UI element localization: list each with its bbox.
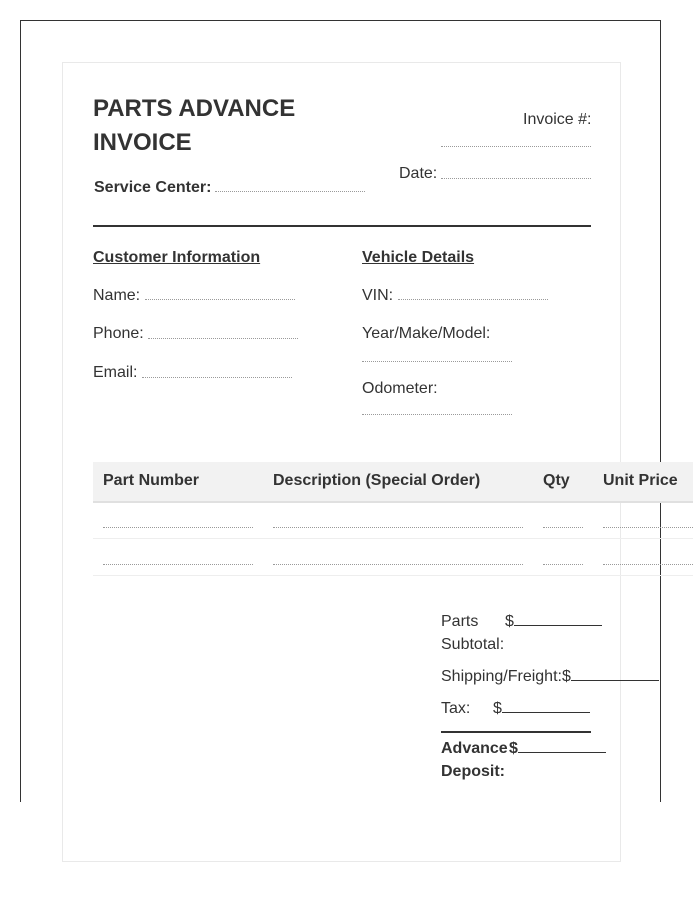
row-divider — [93, 538, 693, 539]
advance-deposit-label-line1: Advance — [441, 740, 508, 757]
advance-deposit-value[interactable] — [509, 737, 606, 760]
shipping-freight-field[interactable] — [571, 665, 659, 681]
description-cell[interactable] — [273, 527, 523, 528]
email-field[interactable] — [142, 377, 292, 378]
page-frame — [20, 20, 678, 802]
unit-price-cell[interactable] — [603, 527, 693, 528]
date-field[interactable] — [441, 178, 591, 179]
invoice-sheet — [62, 62, 678, 862]
odometer-field[interactable] — [362, 414, 512, 415]
parts-subtotal-value[interactable] — [505, 610, 602, 633]
currency-symbol: $ — [509, 740, 518, 757]
parts-subtotal-field[interactable] — [514, 610, 602, 626]
phone-field[interactable] — [148, 338, 298, 339]
date-label: Date: — [399, 165, 438, 182]
parts-table-header — [93, 462, 693, 503]
service-center-label: Service Center: — [94, 179, 212, 196]
customer-info-heading: Customer Information — [93, 249, 261, 266]
parts-subtotal-label — [441, 610, 504, 656]
totals-divider — [441, 731, 591, 733]
currency-symbol: $ — [493, 700, 502, 717]
invoice-number-label: Invoice #: — [523, 111, 592, 128]
advance-deposit-label — [441, 737, 508, 783]
year-make-model-label: Year/Make/Model: — [362, 325, 491, 342]
title-line-1: PARTS ADVANCE — [93, 95, 296, 122]
row-divider — [93, 575, 693, 576]
part-number-cell[interactable] — [103, 564, 253, 565]
qty-cell[interactable] — [543, 527, 583, 528]
column-header-description: Description (Special Order) — [273, 472, 481, 489]
vehicle-details-heading: Vehicle Details — [362, 249, 475, 266]
year-make-model-field[interactable] — [362, 361, 512, 362]
shipping-freight-row[interactable] — [441, 665, 659, 688]
name-label: Name: — [93, 287, 141, 304]
column-header-qty: Qty — [543, 472, 570, 489]
service-center-field[interactable] — [215, 191, 365, 192]
name-field[interactable] — [145, 299, 295, 300]
invoice-number-field[interactable] — [441, 146, 591, 147]
tax-value[interactable] — [493, 697, 590, 720]
tax-label: Tax: — [441, 700, 471, 717]
advance-deposit-label-line2: Deposit: — [441, 763, 505, 780]
currency-symbol: $ — [561, 668, 571, 685]
description-cell[interactable] — [273, 564, 523, 565]
title-line-2: INVOICE — [93, 129, 192, 156]
invoice-title — [93, 92, 295, 160]
qty-cell[interactable] — [543, 564, 583, 565]
parts-subtotal-label-line1: Parts — [441, 613, 479, 630]
email-label: Email: — [93, 364, 138, 381]
column-header-unit-price: Unit Price — [603, 472, 678, 489]
vin-field[interactable] — [398, 299, 548, 300]
part-number-cell[interactable] — [103, 527, 253, 528]
odometer-label: Odometer: — [362, 380, 438, 397]
shipping-freight-label: Shipping/Freight: — [441, 668, 562, 685]
currency-symbol: $ — [505, 613, 514, 630]
advance-deposit-field[interactable] — [518, 737, 606, 753]
phone-label: Phone: — [93, 325, 144, 342]
parts-subtotal-label-line2: Subtotal: — [441, 636, 505, 653]
tax-field[interactable] — [502, 697, 590, 713]
unit-price-cell[interactable] — [603, 564, 693, 565]
column-header-part-number: Part Number — [103, 472, 200, 489]
vin-label: VIN: — [362, 287, 394, 304]
header-divider — [93, 225, 591, 227]
